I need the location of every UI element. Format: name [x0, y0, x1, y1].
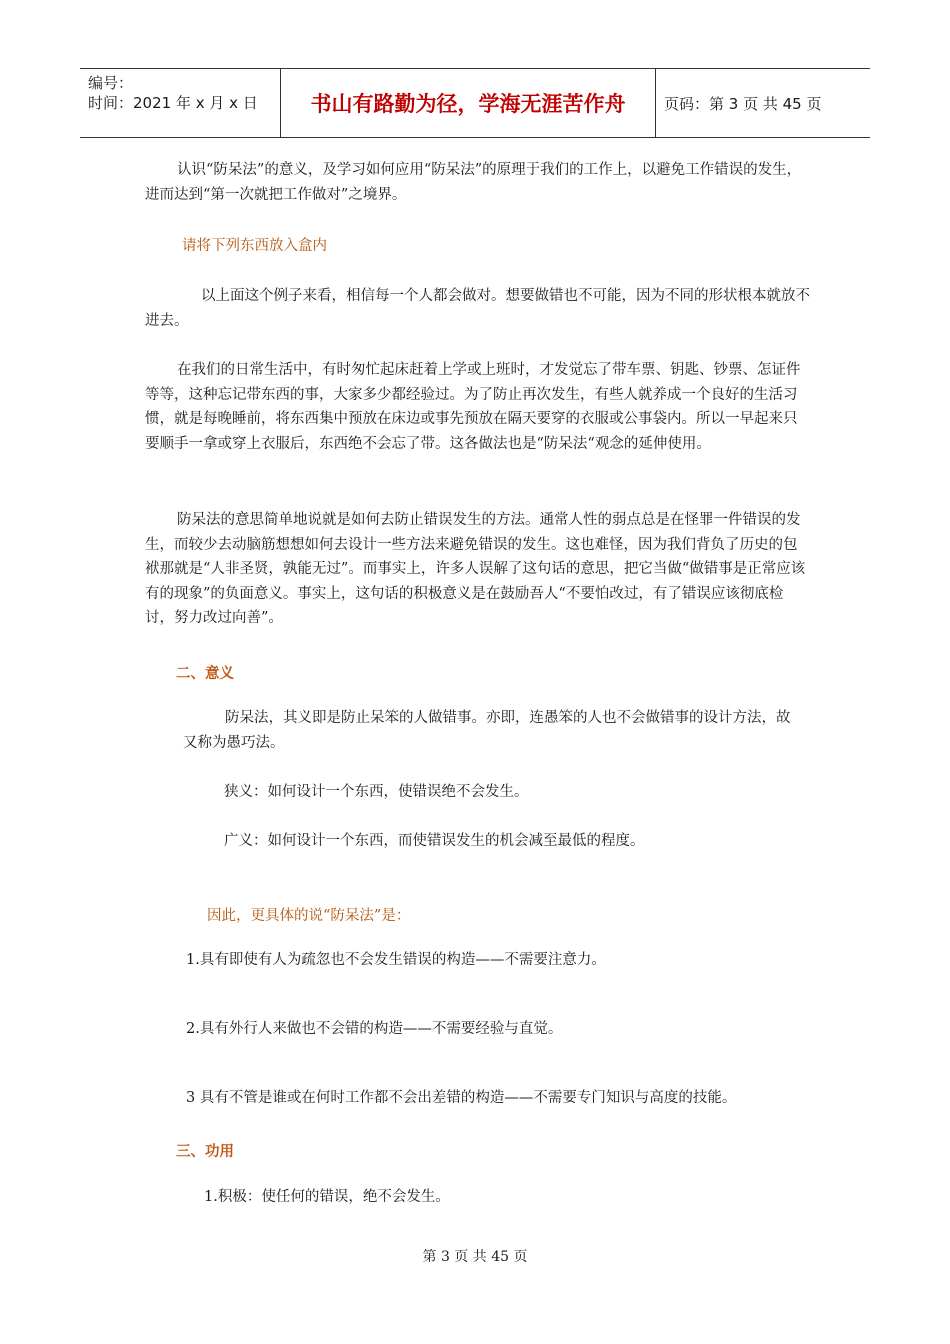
broad-definition: 广义：如何设计一个东西，而使错误发生的机会减至最低的程度。	[224, 833, 645, 849]
narrow-definition: 狭义：如何设计一个东西，使错误绝不会发生。	[224, 784, 529, 800]
list-item: 2.具有外行人来做也不会错的构造——不需要经验与直觉。	[186, 1021, 563, 1037]
header-meta	[80, 69, 281, 137]
daily-life-paragraph: 在我们的日常生活中，有时匆忙起床赶着上学或上班时，才发觉忘了带车票、钥匙、钞票、怎证件等等，这种忘记带东西的事，大家多少都经验过。为了防止再次发生，有些人就养成一个良好的生活习惯，就是每晚睡前，将东西集中预放在床边或事先预放在隔天要穿的衣服或公事袋内。所以一早起来只要顺手一拿或穿上衣服后，东西绝不会忘了带。这各做法也是“防呆法“观念的延伸使用。	[145, 362, 801, 452]
function-item: 1.积极：使任何的错误，绝不会发生。	[204, 1189, 450, 1205]
page-header	[80, 68, 870, 138]
meaning-paragraph: 防呆法，其义即是防止呆笨的人做错事。亦即，连愚笨的人也不会做错事的设计方法，故又称为愚巧法。	[183, 710, 791, 751]
document-number: 编号：	[88, 74, 134, 92]
example-paragraph: 以上面这个例子来看，相信每一个人都会做对。想要做错也不可能，因为不同的形状根本就放不进去。	[145, 288, 810, 329]
header-page-info: 页码：第 3 页 共 45 页	[664, 94, 822, 113]
section-heading-meaning: 二、意义	[176, 666, 234, 682]
page-footer: 第 3 页 共 45 页	[422, 1249, 528, 1265]
section-heading-function: 三、功用	[176, 1144, 234, 1160]
list-item: 3 具有不管是谁或在何时工作都不会出差错的构造——不需要专门知识与高度的技能。	[186, 1090, 737, 1106]
document-date: 时间：2021 年 x 月 x 日	[88, 94, 258, 112]
box-instruction: 请将下列东西放入盒内	[182, 238, 327, 254]
header-motto: 书山有路勤为径，学海无涯苦作舟	[281, 69, 656, 137]
specific-intro: 因此，更具体的说“防呆法”是：	[207, 908, 411, 924]
intro-paragraph: 认识“防呆法”的意义，及学习如何应用“防呆法”的原理于我们的工作上，以避免工作错误的发生，进而达到“第一次就把工作做对”之境界。	[145, 162, 802, 203]
list-item: 1.具有即使有人为疏忽也不会发生错误的构造——不需要注意力。	[186, 952, 606, 968]
definition-paragraph: 防呆法的意思简单地说就是如何去防止错误发生的方法。通常人性的弱点总是在怪罪一件错误的发生，而较少去动脑筋想想如何去设计一些方法来避免错误的发生。这也难怪，因为我们背负了历史的包袱那就是“人非圣贤，孰能无过”。而事实上，许多人误解了这句话的意思，把它当做“做错事是正常应该有的现象”的负面意义。事实上，这句话的积极意义是在鼓励吾人“不要怕改过，有了错误应该彻底检讨，努力改过向善”。	[145, 512, 806, 626]
